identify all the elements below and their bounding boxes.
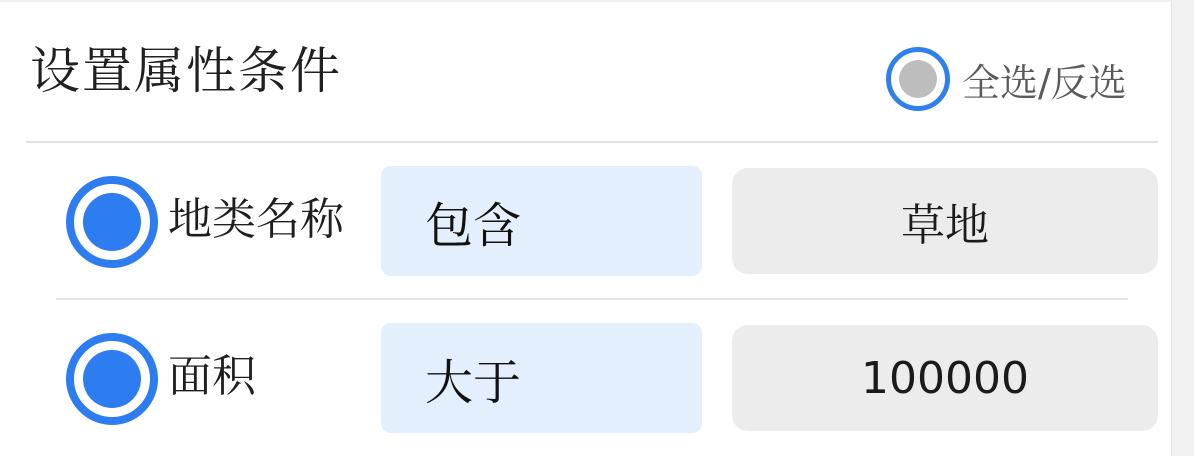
select-all-toggle[interactable] <box>886 47 1127 111</box>
scrollbar-track[interactable] <box>1171 0 1194 456</box>
condition-checkbox[interactable] <box>66 333 158 425</box>
operator-select[interactable]: 大于 <box>381 323 702 433</box>
radio-dot-icon <box>83 350 141 408</box>
condition-checkbox[interactable] <box>66 176 158 268</box>
select-all-label[interactable]: 全选/反选 <box>962 60 1127 105</box>
value-input[interactable]: 草地 <box>732 168 1158 274</box>
radio-dot-icon <box>899 60 937 98</box>
operator-select[interactable]: 包含 <box>381 166 702 276</box>
dialog-title: 设置属性条件 <box>30 42 342 100</box>
select-all-radio[interactable] <box>886 47 950 111</box>
row-divider <box>56 298 1128 300</box>
condition-field-label: 面积 <box>168 351 256 402</box>
condition-field-label: 地类名称 <box>168 194 344 245</box>
header-divider <box>26 141 1158 143</box>
top-edge <box>0 0 1194 2</box>
value-input[interactable]: 100000 <box>732 325 1158 431</box>
radio-dot-icon <box>83 193 141 251</box>
